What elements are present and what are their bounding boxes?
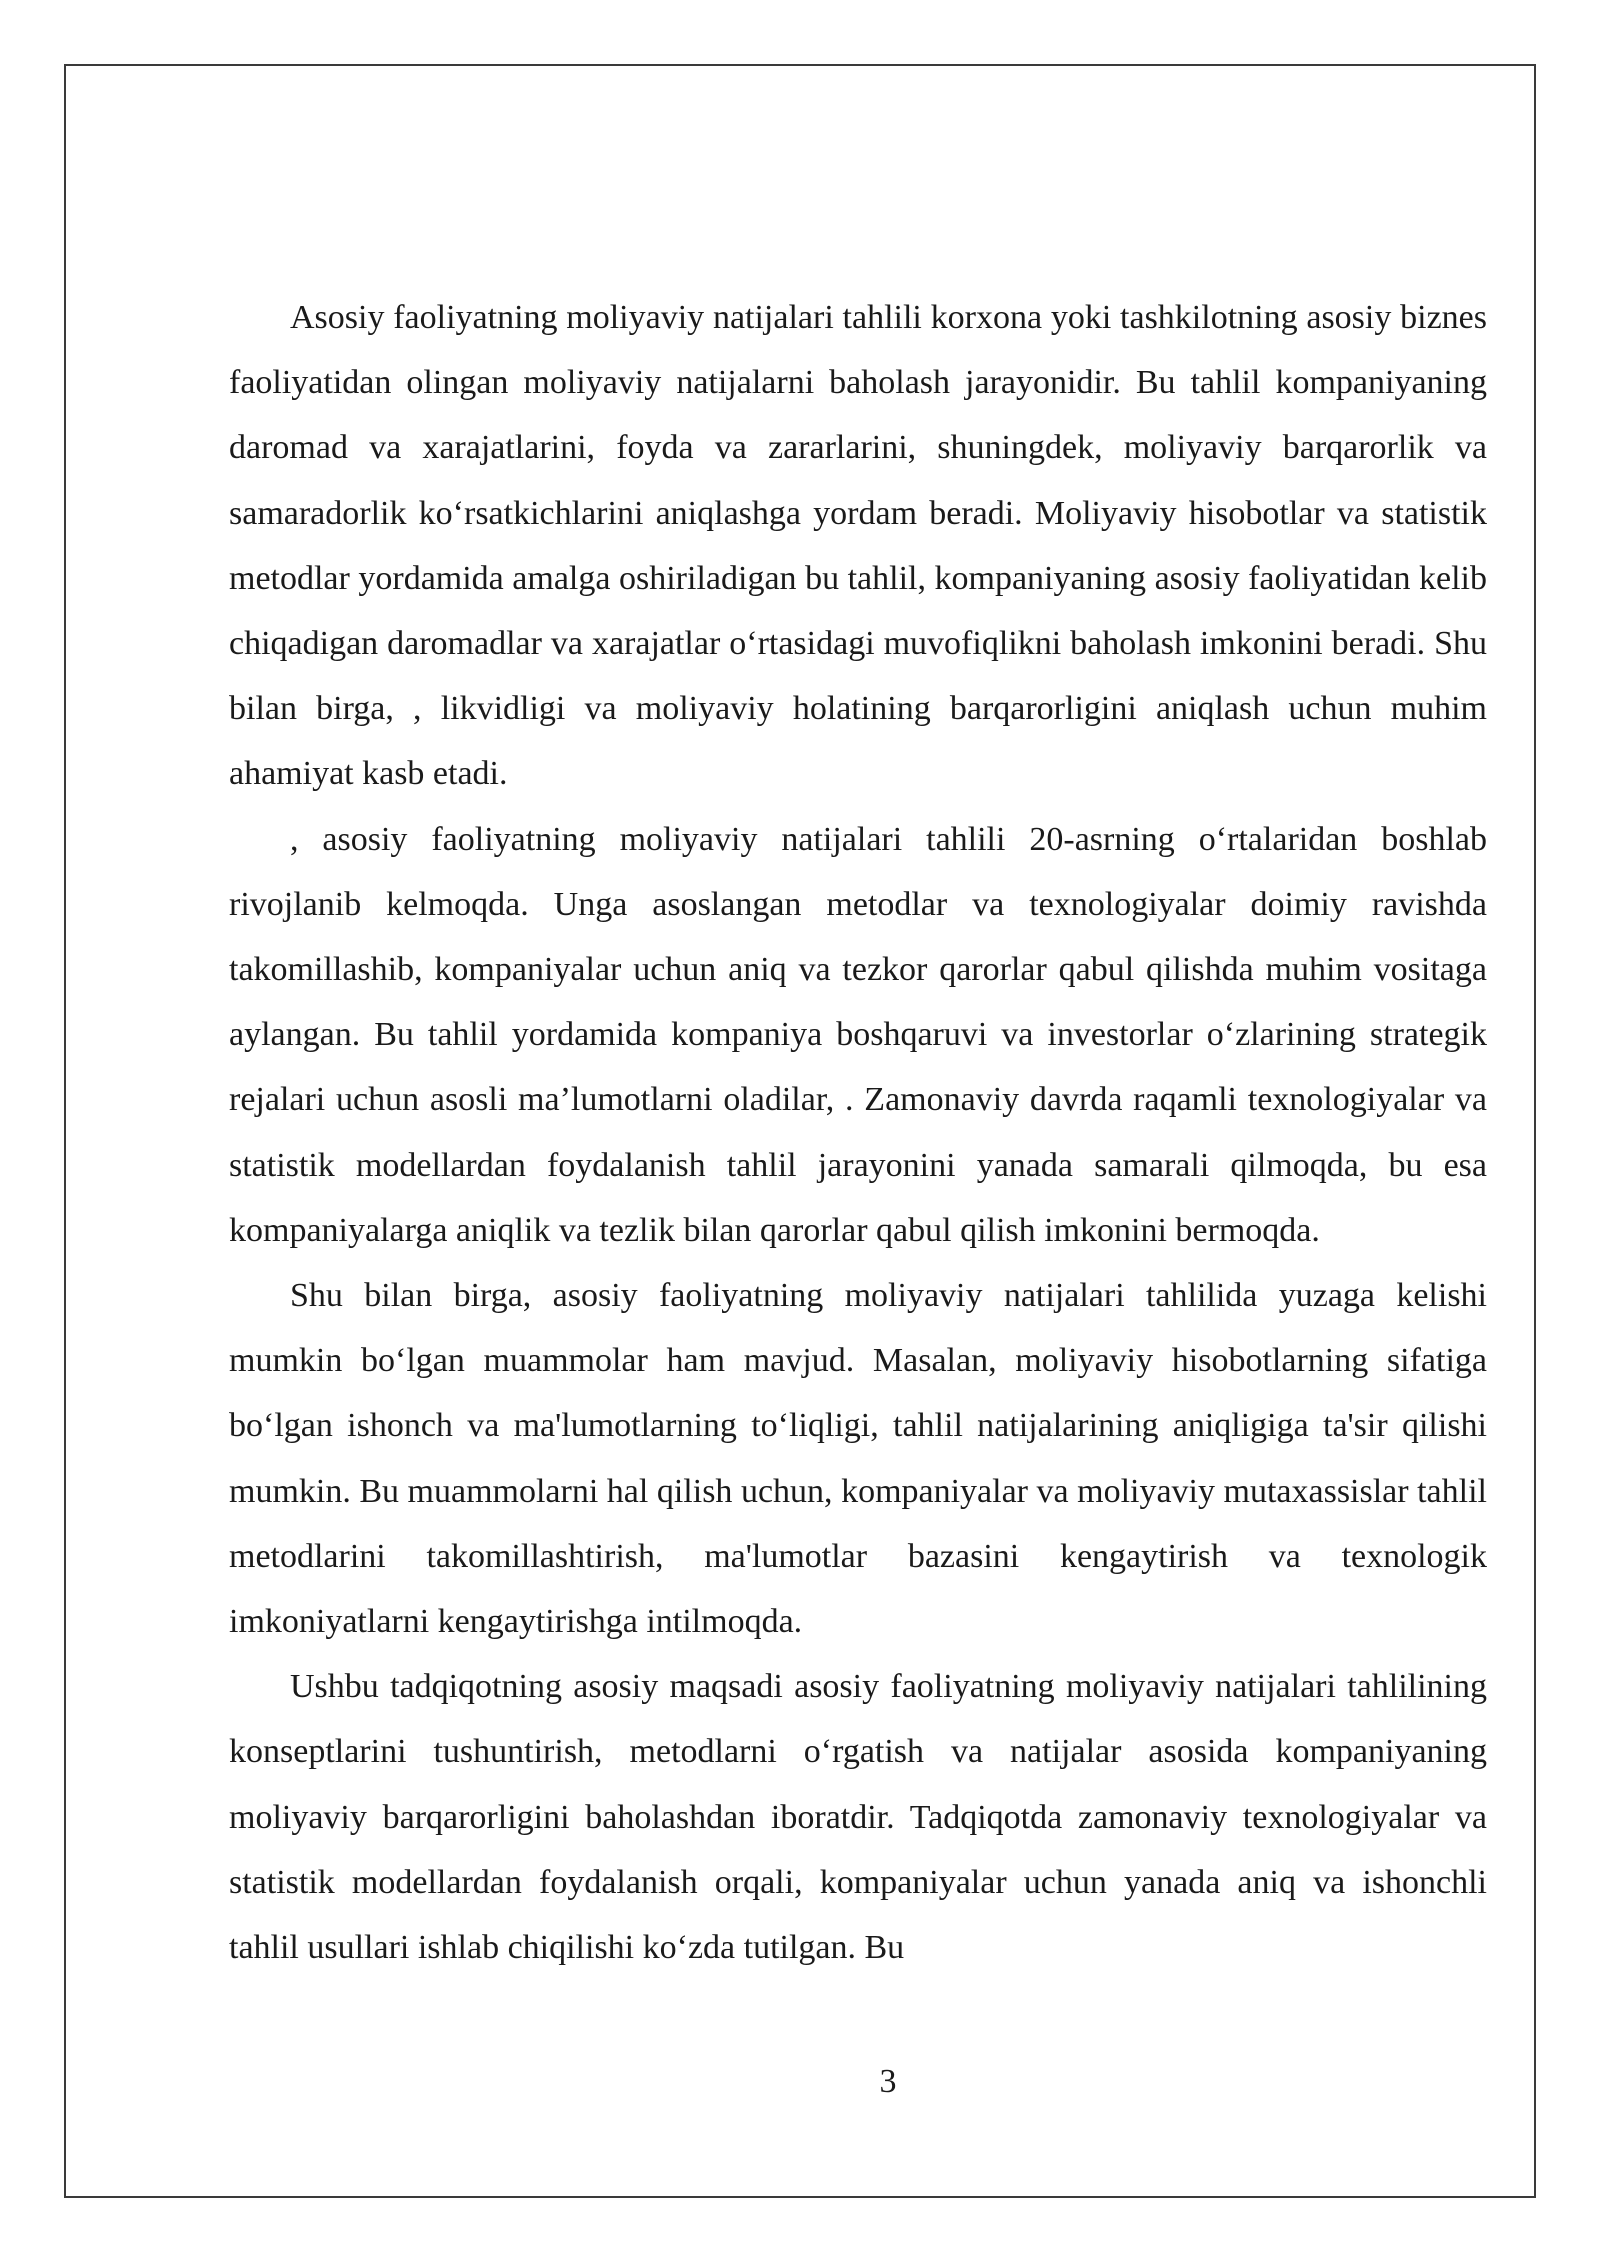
paragraph-3: Shu bilan birga, asosiy faoliyatning moliyaviy natijalari tahlilida yuzaga kelishi mumkin bo‘lgan muammolar ham mavjud. Masalan, moliyaviy hisobotlarning sifatiga bo‘lgan ishonch va ma'lumotlarning to‘liqligi, tahlil natijalarining aniqligiga ta'sir qilishi mumkin. Bu muammolarni hal qilish uchun, kompaniyalar va moliyaviy mutaxassislar tahlil metodlarini takomillashtirish, ma'lumotlar bazasini kengaytirish va texnologik imkoniyatlarni kengaytirishga intilmoqda. — [229, 1277, 1487, 1641]
paragraph-4: Ushbu tadqiqotning asosiy maqsadi asosiy faoliyatning moliyaviy natijalari tahlilining konseptlarini tushuntirish, metodlarni o‘rgatish va natijalar asosida kompaniyaning moliyaviy barqarorligini baholashdan iboratdir. Tadqiqotda zamonaviy texnologiyalar va statistik modellardan foydalanish orqali, kompaniyalar uchun yanada aniq va ishonchli tahlil usullari ishlab chiqilishi ko‘zda tutilgan. Bu — [229, 1668, 1487, 1967]
document-body — [229, 285, 1487, 1980]
paragraph-1: Asosiy faoliyatning moliyaviy natijalari tahlili korxona yoki tashkilotning asosiy biznes faoliyatidan olingan moliyaviy natijalarni baholash jarayonidir. Bu tahlil kompaniyaning daromad va xarajatlarini, foyda va zararlarini, shuningdek, moliyaviy barqarorlik va samaradorlik ko‘rsatkichlarini aniqlashga yordam beradi. Moliyaviy hisobotlar va statistik metodlar yordamida amalga oshiriladigan bu tahlil, kompaniyaning asosiy faoliyatidan kelib chiqadigan daromadlar va xarajatlar o‘rtasidagi muvofiqlikni baholash imkonini beradi. Shu bilan birga, , likvidligi va moliyaviy holatining barqarorligini aniqlash uchun muhim ahamiyat kasb etadi. — [229, 299, 1487, 793]
page-number: 3 — [879, 2063, 897, 2100]
paragraph-2: , asosiy faoliyatning moliyaviy natijalari tahlili 20-asrning o‘rtalaridan boshlab rivojlanib kelmoqda. Unga asoslangan metodlar va texnologiyalar doimiy ravishda takomillashib, kompaniyalar uchun aniq va tezkor qarorlar qabul qilishda muhim vositaga aylangan. Bu tahlil yordamida kompaniya boshqaruvi va investorlar o‘zlarining strategik rejalari uchun asosli ma’lumotlarni oladilar, . Zamonaviy davrda raqamli texnologiyalar va statistik modellardan foydalanish tahlil jarayonini yanada samarali qilmoqda, bu esa kompaniyalarga aniqlik va tezlik bilan qarorlar qabul qilish imkonini bermoqda. — [229, 820, 1487, 1249]
